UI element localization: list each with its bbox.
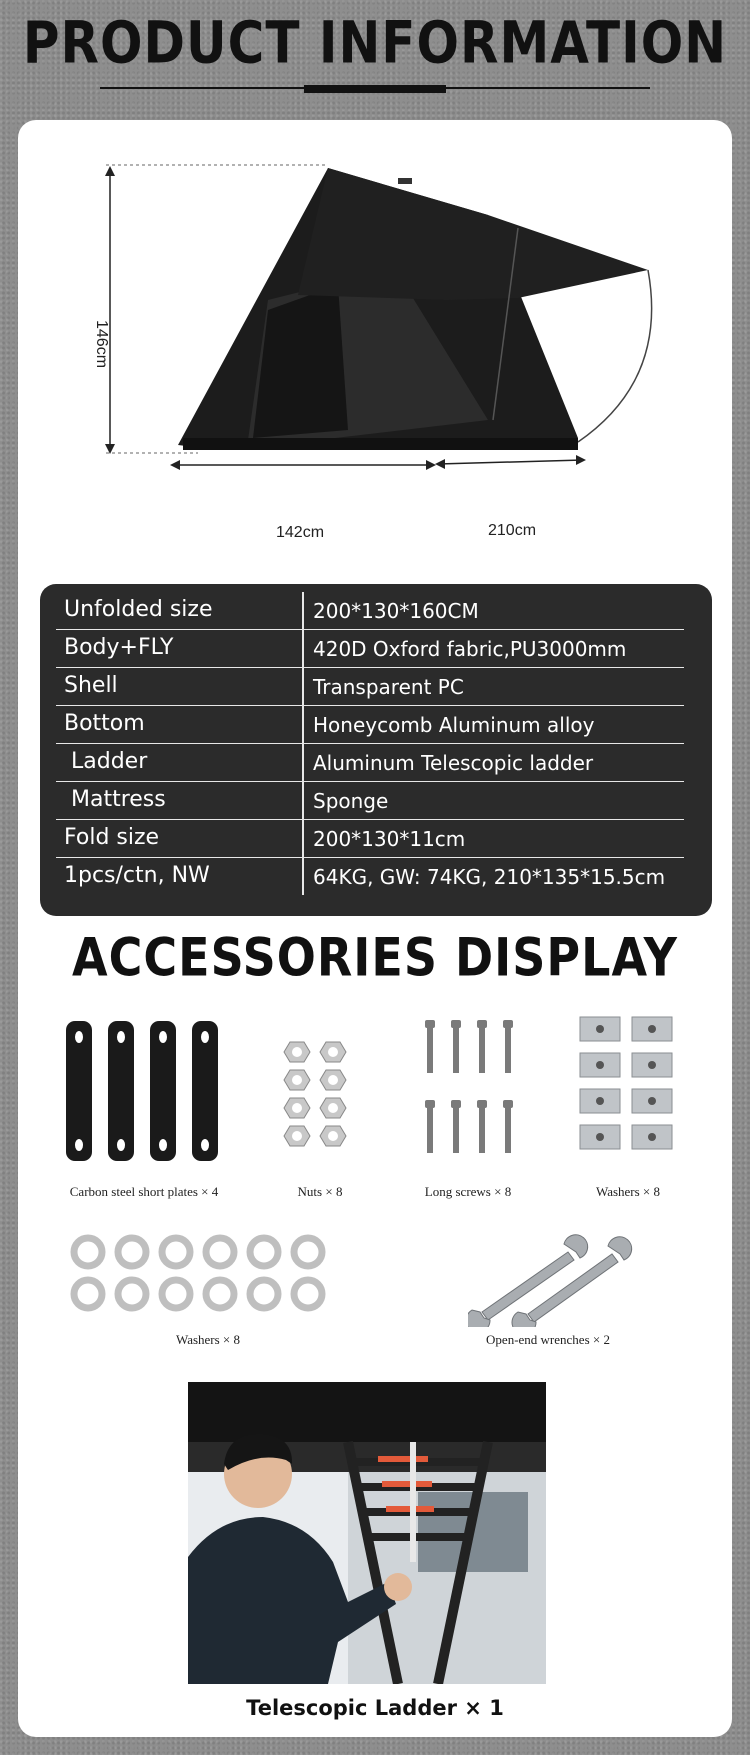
spec-label: Bottom [64,711,145,736]
screw-icon [413,1015,523,1165]
ladder-photo [188,1382,546,1684]
spec-row [56,858,684,895]
tent-diagram [18,120,732,560]
spec-value: 200*130*11cm [313,827,466,851]
height-dimension-label: 146cm [93,320,110,369]
spec-row [56,782,684,820]
page-title: PRODUCT INFORMATION [22,9,728,77]
plate-icon [58,1015,233,1165]
spec-label: 1pcs/ctn, NW [64,863,210,888]
spec-value: 420D Oxford fabric,PU3000mm [313,637,627,661]
spec-value: 200*130*160CM [313,599,479,623]
spec-label: Mattress [64,787,166,812]
accessory-caption: Carbon steel short plates × 4 [69,1184,219,1199]
spec-value: Transparent PC [313,675,464,699]
accessory-caption: Nuts × 8 [297,1184,343,1199]
spec-label: Fold size [64,825,160,850]
spec-row [56,706,684,744]
product-card [18,120,732,1737]
column-divider [302,858,304,895]
spec-table [40,584,712,916]
spec-label: Unfolded size [64,597,213,622]
spec-row [56,744,684,782]
telescopic-ladder-image [188,1382,546,1684]
nut-icon [280,1032,360,1152]
column-divider [302,706,304,743]
column-divider [302,744,304,781]
ladder-caption: Telescopic Ladder × 1 [246,1696,504,1720]
accessory-caption: Washers × 8 [175,1332,241,1347]
spec-row [56,630,684,668]
spec-label: Body+FLY [64,635,174,660]
column-divider [302,820,304,857]
accessories-title: ACCESSORIES DISPLAY [72,925,678,989]
spec-row [56,820,684,858]
column-divider [302,592,304,629]
column-divider [302,668,304,705]
spec-value: Honeycomb Aluminum alloy [313,713,595,737]
awning-dimension-label: 210cm [488,522,537,539]
column-divider [302,630,304,667]
spec-row [56,668,684,706]
column-divider [302,782,304,819]
wrench-icon [468,1232,643,1327]
length-dimension-label: 142cm [276,524,325,541]
tent-illustration [18,120,732,560]
accessory-caption: Open-end wrenches × 2 [486,1332,610,1347]
spec-value: Sponge [313,789,389,813]
spec-label: Shell [64,673,118,698]
spec-value: 64KG, GW: 74KG, 210*135*15.5cm [313,865,666,889]
spec-label: Ladder [64,749,148,774]
ring-washer-icon [68,1232,348,1316]
spec-value: Aluminum Telescopic ladder [313,751,594,775]
accessory-caption: Long screws × 8 [424,1184,512,1199]
spec-row [56,592,684,630]
square-washer-icon [578,1013,678,1158]
accessory-caption: Washers × 8 [595,1184,661,1199]
title-underline-accent [304,85,446,93]
